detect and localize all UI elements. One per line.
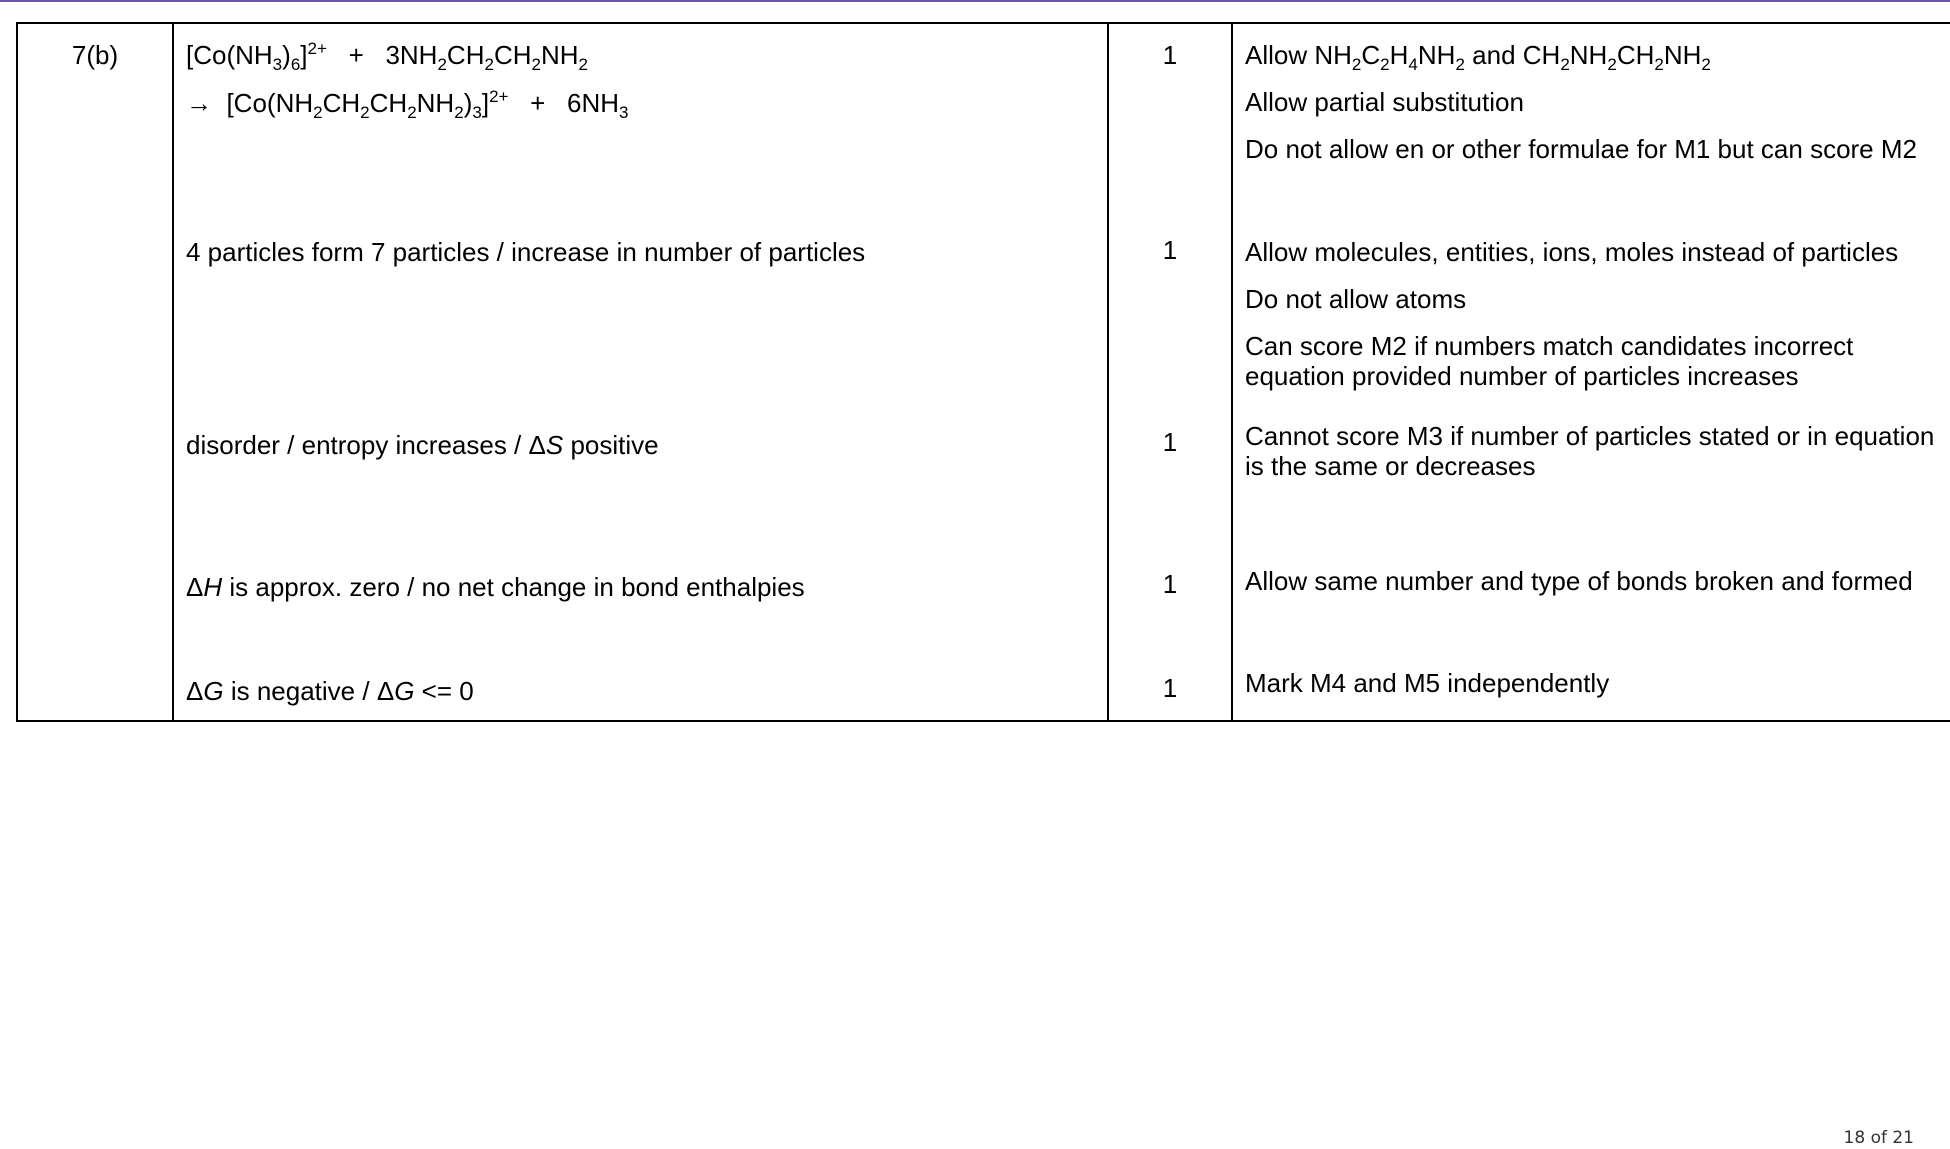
answer-cell xyxy=(173,23,1108,721)
guidance-allow-formula: Allow $NH_2C_2H_4NH_2$ and $CH_2NH_2CH_2NH_2$ xyxy=(1245,40,1711,74)
guidance-m2-numbers: Can score M2 if numbers match candidates incorrect equation provided number of particles increases xyxy=(1245,331,1854,391)
marks-cell xyxy=(1108,23,1232,721)
mark-m4: 1 xyxy=(1162,569,1178,599)
mark-m3: 1 xyxy=(1162,427,1178,457)
mark-m1: 1 xyxy=(1162,40,1178,70)
reaction-arrow: → xyxy=(186,88,212,118)
guidance-m3: Cannot score M3 if number of particles stated or in equation is the same or decreases xyxy=(1245,421,1935,481)
answer-gibbs: ΔG is negative / ΔG <= 0 xyxy=(186,676,474,706)
guidance-bonds: Allow same number and type of bonds broken and formed xyxy=(1245,566,1913,596)
guidance-no-atoms: Do not allow atoms xyxy=(1245,284,1467,314)
guidance-no-en: Do not allow en or other formulae for M1 but can score M2 xyxy=(1245,134,1917,164)
answer-entropy: disorder / entropy increases / ΔS positive xyxy=(186,430,659,460)
answer-particles: 4 particles form 7 particles / increase in number of particles xyxy=(186,237,866,267)
mark-m2: 1 xyxy=(1162,235,1178,265)
guidance-cell xyxy=(1232,23,1950,721)
equation-line-1: $[Co(NH_3)_6]^{2+}$ + $3NH_2CH_2CH_2NH_2$ xyxy=(186,39,589,74)
header-rule xyxy=(0,0,1950,2)
question-cell xyxy=(17,23,173,721)
guidance-partial: Allow partial substitution xyxy=(1245,87,1524,117)
guidance-molecules: Allow molecules, entities, ions, moles instead of particles xyxy=(1245,237,1899,267)
answer-enthalpy: ΔH is approx. zero / no net change in bond enthalpies xyxy=(186,572,805,602)
page-number: 18 of 21 xyxy=(1843,1128,1914,1148)
table-row xyxy=(17,23,1950,721)
mark-scheme-table xyxy=(16,22,1950,722)
equation-line-2: → $[Co(NH_2CH_2CH_2NH_2)_3]^{2+}$ + $6NH_3$ xyxy=(186,87,629,122)
guidance-independent: Mark M4 and M5 independently xyxy=(1245,668,1610,698)
question-number: 7(b) xyxy=(71,40,119,70)
mark-m5: 1 xyxy=(1162,673,1178,703)
